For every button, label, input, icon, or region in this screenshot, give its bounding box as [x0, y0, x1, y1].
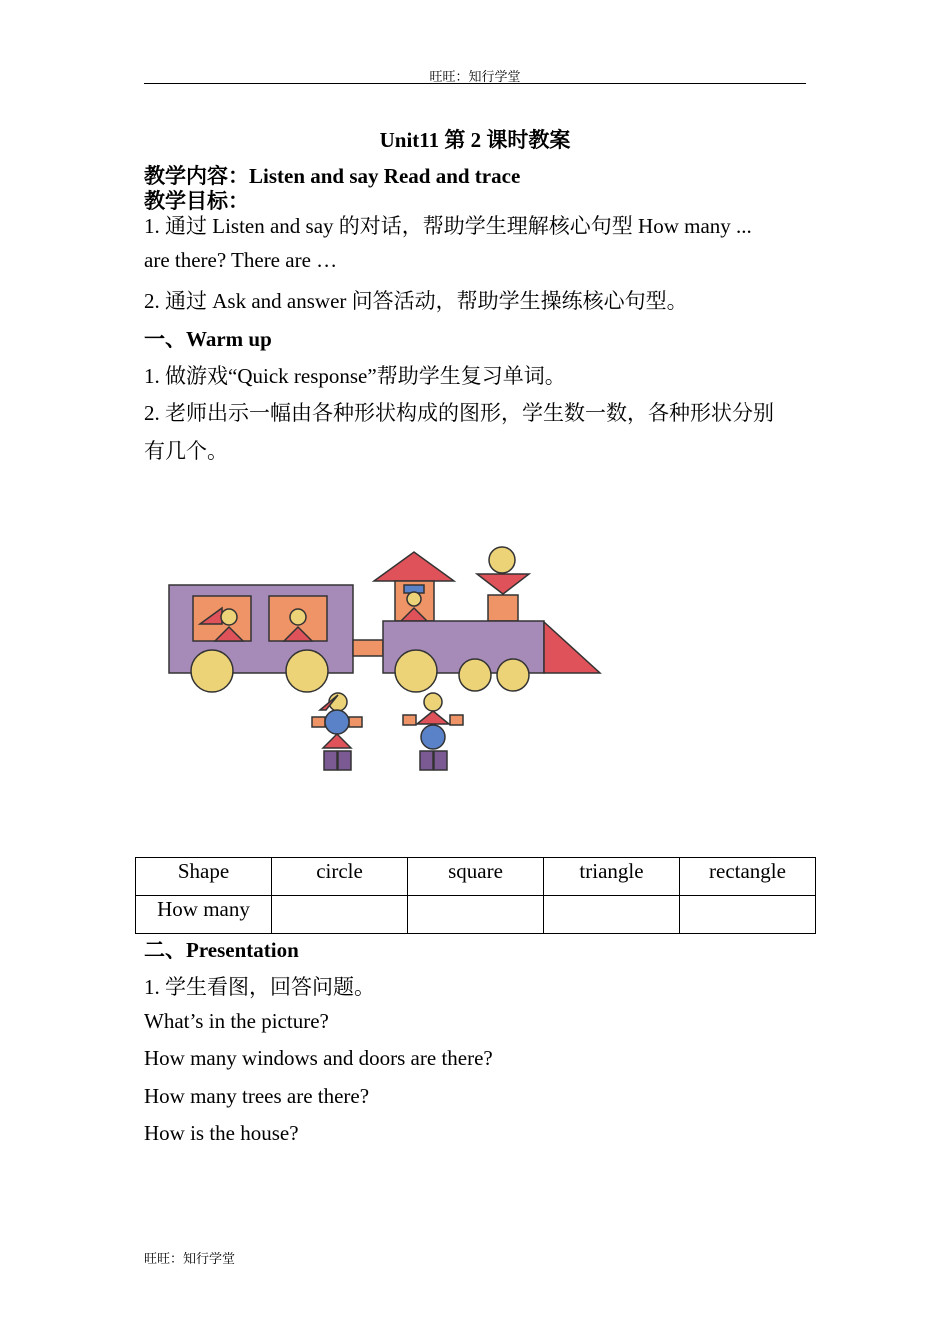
table-cell: triangle — [544, 858, 680, 896]
coupler — [353, 640, 383, 656]
window-person-head — [290, 609, 306, 625]
page-footer: 旺旺：知行学堂 — [144, 1251, 236, 1266]
car-wheel — [286, 650, 328, 692]
warmup-line-3: 有几个。 — [144, 439, 228, 463]
figure-arm — [450, 715, 463, 725]
presentation-line-2: What’s in the picture? — [144, 1009, 329, 1033]
presentation-line-5: How is the house? — [144, 1121, 299, 1145]
header-rule — [144, 83, 806, 84]
table-cell — [272, 896, 408, 934]
chimney-triangle — [477, 574, 529, 594]
figure-head — [424, 693, 442, 711]
objective-line-2: are there? There are … — [144, 248, 338, 272]
table-cell — [408, 896, 544, 934]
objective-line-3: 2. 通过 Ask and answer 问答活动，帮助学生操练核心句型。 — [144, 289, 688, 313]
section1-heading: 一、Warm up — [144, 327, 272, 351]
engine-wheel — [497, 659, 529, 691]
section2-heading: 二、Presentation — [144, 938, 299, 962]
table-cell — [544, 896, 680, 934]
table-cell: Shape — [136, 858, 272, 896]
engine-wheel — [459, 659, 491, 691]
figure-leg — [420, 751, 433, 770]
table-cell: circle — [272, 858, 408, 896]
presentation-line-3: How many windows and doors are there? — [144, 1046, 493, 1070]
shapes-train-illustration — [160, 540, 610, 780]
figure-leg — [324, 751, 337, 770]
table-cell: square — [408, 858, 544, 896]
objectives-label: 教学目标： — [144, 189, 249, 213]
presentation-line-1: 1. 学生看图，回答问题。 — [144, 975, 375, 999]
table-row — [136, 896, 816, 934]
engine-front — [544, 622, 600, 673]
shape-count-table — [135, 857, 816, 934]
car-wheel — [191, 650, 233, 692]
figure-leg — [338, 751, 351, 770]
figure-arm — [349, 717, 362, 727]
figure-body — [421, 725, 445, 749]
figure-top — [417, 711, 449, 724]
warmup-line-2: 2. 老师出示一幅由各种形状构成的图形，学生数一数，各种形状分别 — [144, 401, 774, 425]
figure-arm — [403, 715, 416, 725]
table-cell: How many — [136, 896, 272, 934]
figure-skirt — [323, 734, 351, 748]
table-cell — [680, 896, 816, 934]
window-person-head — [221, 609, 237, 625]
table-cell: rectangle — [680, 858, 816, 896]
warmup-line-1: 1. 做游戏“Quick response”帮助学生复习单词。 — [144, 364, 566, 388]
figure-leg — [434, 751, 447, 770]
page-title: Unit11 第 2 课时教案 — [379, 128, 571, 152]
objective-line-1: 1. 通过 Listen and say 的对话，帮助学生理解核心句型 How many ... — [144, 214, 752, 238]
table-row — [136, 858, 816, 896]
cab-roof — [374, 552, 454, 581]
figure-arm — [312, 717, 325, 727]
figure-body — [325, 710, 349, 734]
smoke-circle — [489, 547, 515, 573]
engine-wheel — [395, 650, 437, 692]
page-header: 旺旺：知行学堂 — [429, 69, 521, 84]
driver-head — [407, 592, 421, 606]
chimney — [488, 595, 518, 621]
presentation-line-4: How many trees are there? — [144, 1084, 370, 1108]
content-label: 教学内容：Listen and say Read and trace — [144, 164, 521, 188]
